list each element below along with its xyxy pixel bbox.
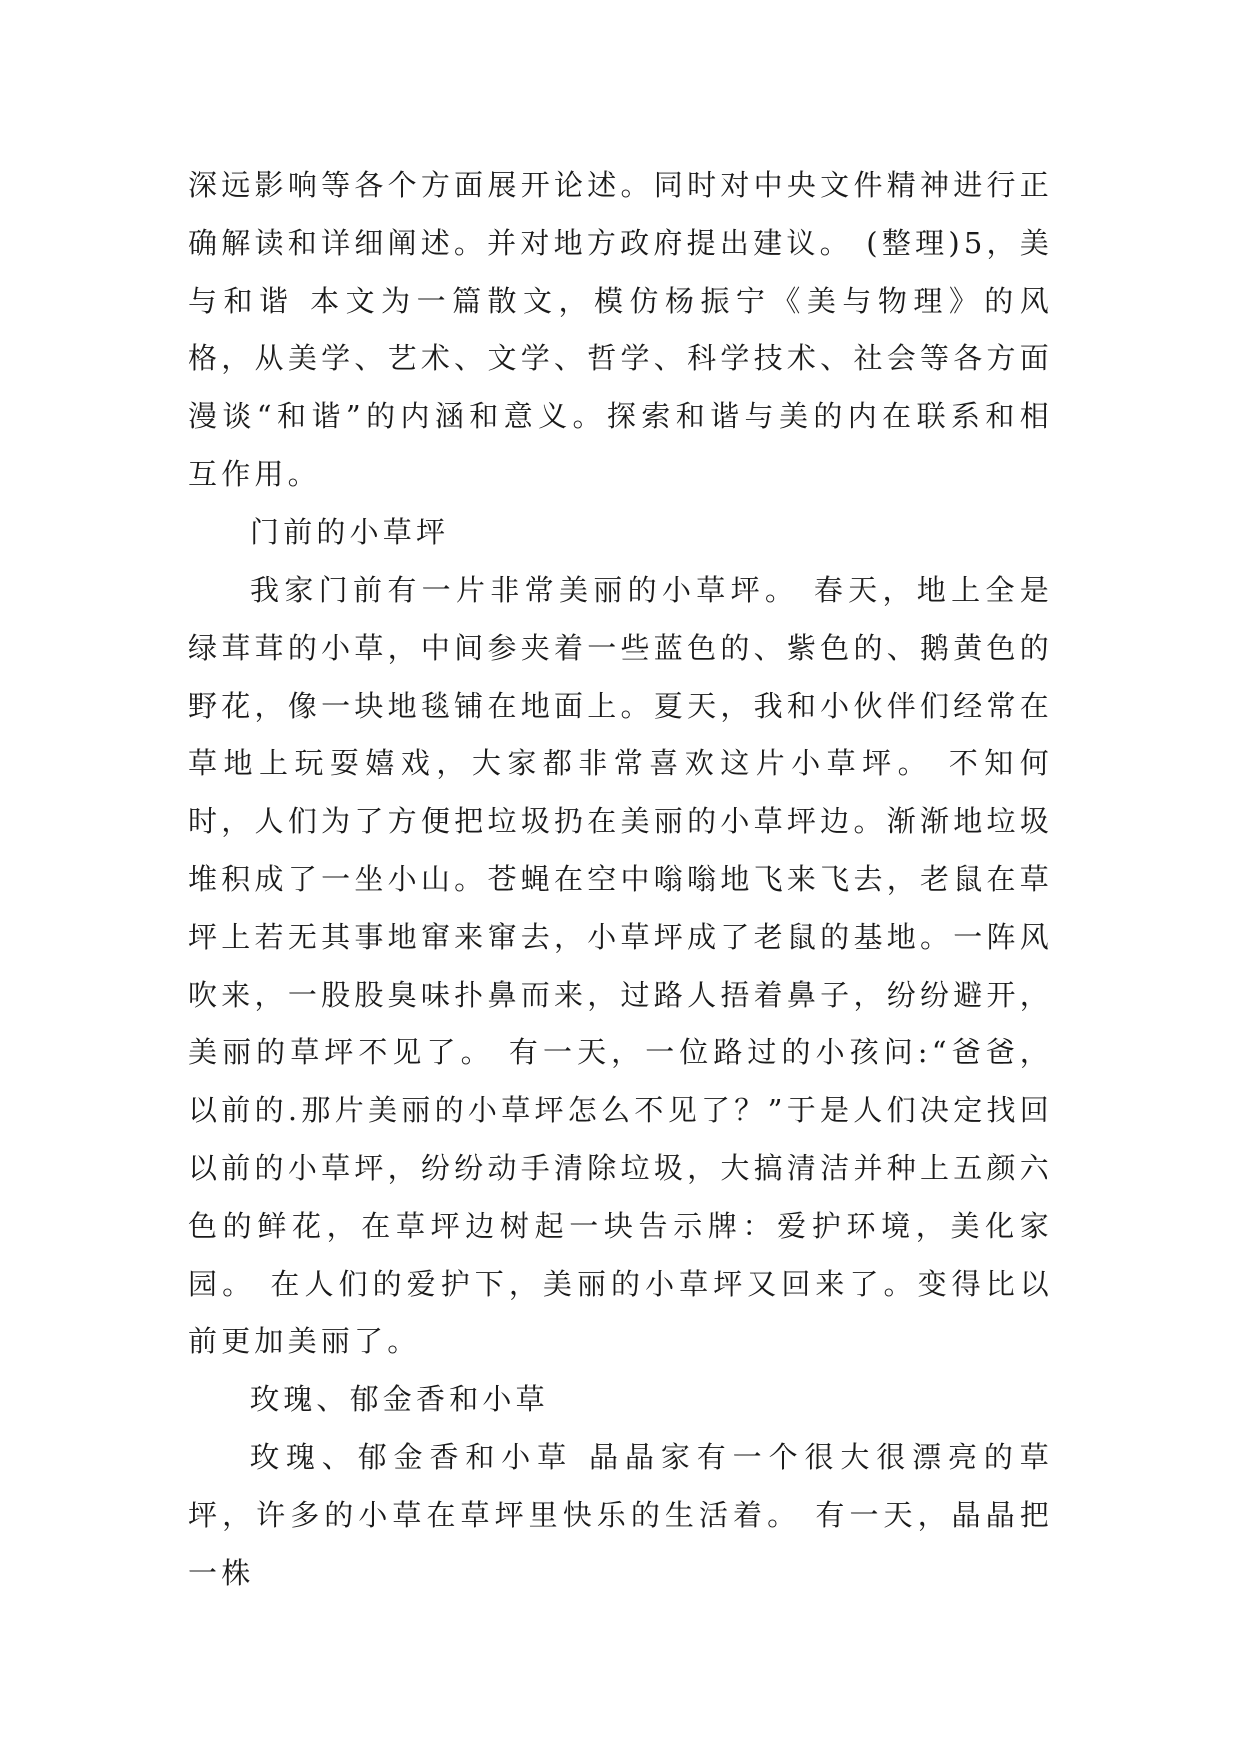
heading-text: 门前的小草坪 <box>250 515 450 549</box>
section-heading-lawn <box>188 504 1053 562</box>
body-paragraph-2 <box>188 562 1053 1371</box>
paragraph-text: 玫瑰、郁金香和小草 晶晶家有一个很大很漂亮的草坪，许多的小草在草坪里快乐的生活着。 有一天，晶晶把一株 <box>188 1440 1053 1590</box>
body-paragraph-1 <box>188 157 1053 504</box>
paragraph-text: 深远影响等各个方面展开论述。同时对中央文件精神进行正确解读和详细阐述。并对地方政府提出建议。 (整理)5，美与和谐 本文为一篇散文，模仿杨振宁《美与物理》的风格，从美学、艺术、文学、哲学、科学技术、社会等各方面漫谈“和谐”的内涵和意义。探索和谐与美的内在联系和相互作用。 <box>188 168 1053 491</box>
paragraph-text: 我家门前有一片非常美丽的小草坪。 春天，地上全是绿茸茸的小草，中间参夹着一些蓝色的、紫色的、鹅黄色的野花，像一块地毯铺在地面上。夏天，我和小伙伴们经常在草地上玩耍嬉戏，大家都非常喜欢这片小草坪。 不知何时，人们为了方便把垃圾扔在美丽的小草坪边。渐渐地垃圾堆积成了一坐小山。苍蝇在空中嗡嗡地飞来飞去，老鼠在草坪上若无其事地窜来窜去，小草坪成了老鼠的基地。一阵风吹来，一股股臭味扑鼻而来，过路人捂着鼻子，纷纷避开，美丽的草坪不见了。 有一天，一位路过的小孩问:“爸爸，以前的.那片美丽的小草坪怎么不见了？”于是人们决定找回以前的小草坪，纷纷动手清除垃圾，大搞清洁并种上五颜六色的鲜花，在草坪边树起一块告示牌：爱护环境，美化家园。 在人们的爱护下，美丽的小草坪又回来了。变得比以前更加美丽了。 <box>188 573 1053 1359</box>
body-paragraph-3 <box>188 1429 1053 1602</box>
heading-text: 玫瑰、郁金香和小草 <box>250 1382 549 1416</box>
section-heading-rose <box>188 1371 1053 1429</box>
